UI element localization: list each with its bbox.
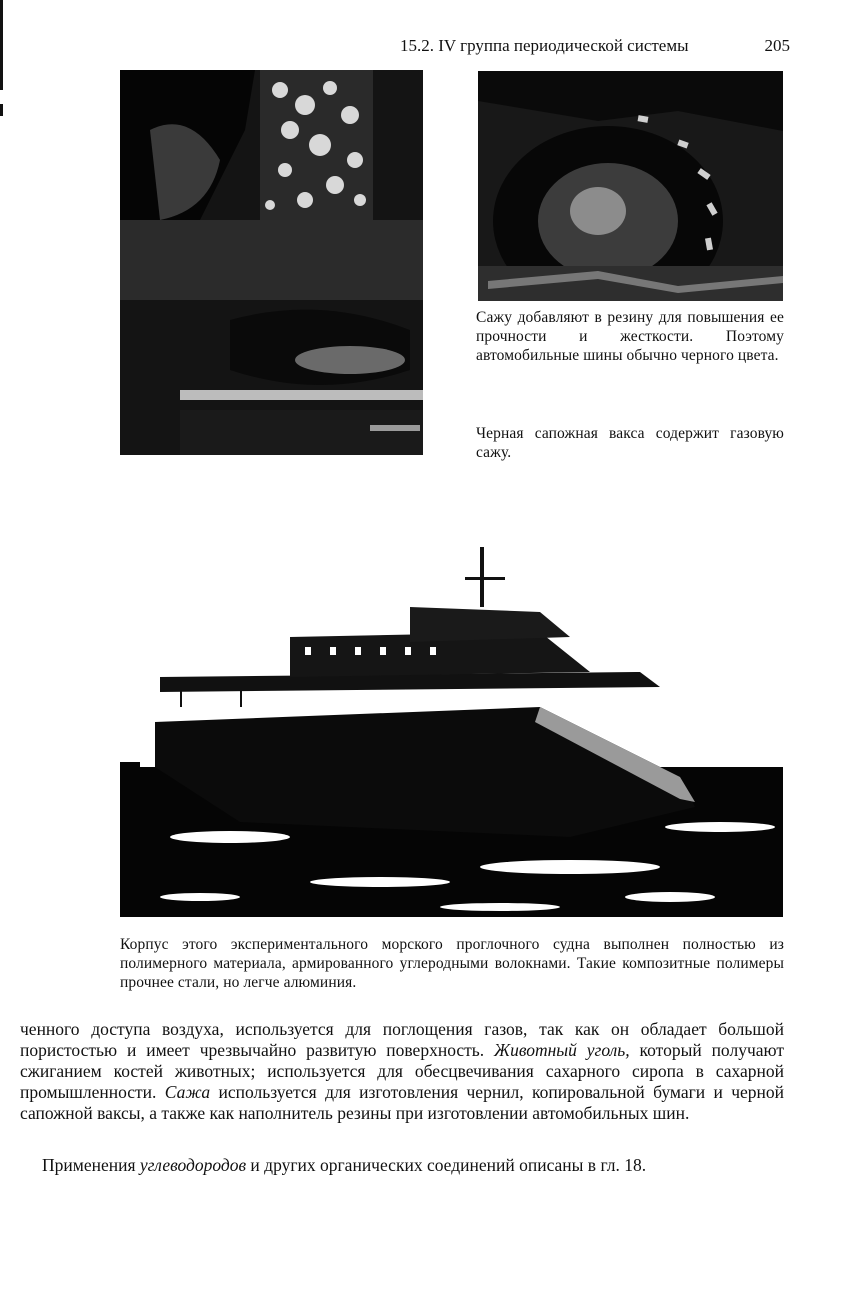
term-soot: Сажа bbox=[164, 1082, 211, 1102]
body-text: ченного доступа воздуха, используется для поглощения газов, так как он обладает большой пористостью и имеет чрезвычайно развитую поверхность. bbox=[20, 1019, 784, 1060]
term-hydrocarbons: углеводородов bbox=[139, 1155, 247, 1175]
shoe-polish-photo bbox=[120, 70, 423, 455]
body-text: Применения bbox=[42, 1155, 136, 1175]
body-paragraph-2 bbox=[20, 1155, 784, 1176]
margin-tick bbox=[0, 104, 3, 116]
term-animal-charcoal: Животный уголь, bbox=[494, 1040, 630, 1060]
ship-caption: Корпус этого экспериментального морского проглочного судна выполнен полностью из полимерного материала, армированного углеродными волокнами. Такие композитные полимеры прочнее стали, но легче алюминия. bbox=[120, 936, 784, 991]
section-title: 15.2. IV группа периодической системы bbox=[400, 36, 689, 55]
body-text: который получают сжиганием костей животных; используется для обесцвечивания сахарного сиропа в сахарной промышленности. bbox=[20, 1040, 784, 1102]
tire-caption: Сажу добавляют в резину для повышения ее прочности и жесткости. Поэтому автомобильные шины обычно черного цвета. bbox=[476, 309, 784, 364]
ship-photo bbox=[120, 537, 783, 917]
running-header bbox=[400, 36, 790, 56]
tire-photo bbox=[478, 71, 783, 301]
body-text: и других органических соединений описаны в гл. 18. bbox=[250, 1155, 647, 1175]
body-text: используется для изготовления чернил, копировальной бумаги и черной сапожной ваксы, а также как наполнитель резины при изготовлении автомобильных шин. bbox=[20, 1082, 785, 1123]
polish-caption: Черная сапожная вакса содержит газовую сажу. bbox=[476, 425, 784, 461]
body-paragraph-1 bbox=[20, 1019, 784, 1124]
margin-rule bbox=[0, 0, 3, 90]
page-number: 205 bbox=[764, 36, 790, 55]
